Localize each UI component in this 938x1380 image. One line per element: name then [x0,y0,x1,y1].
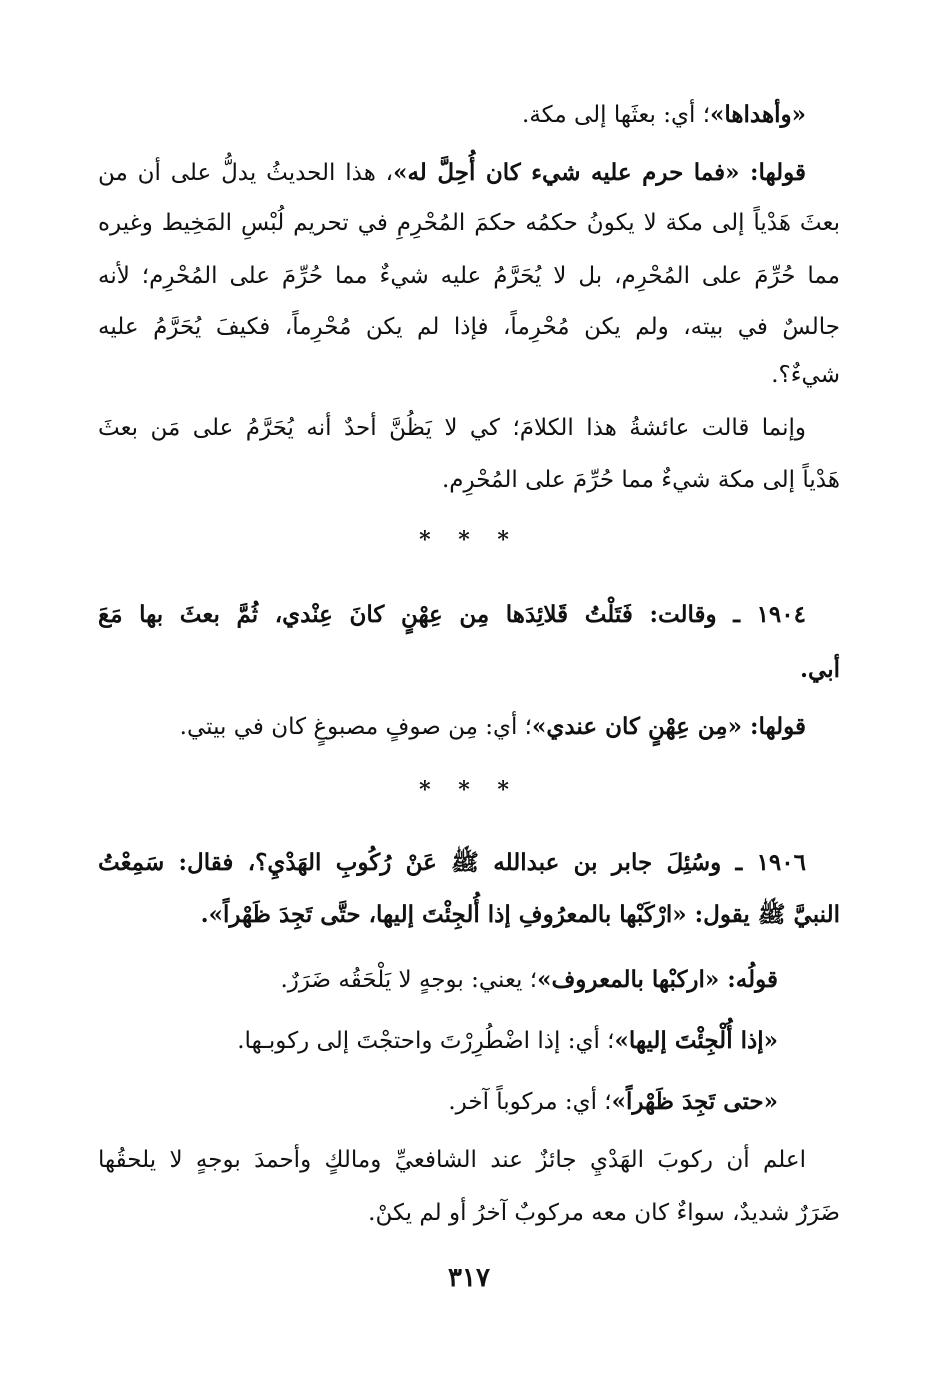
hadith-text: النبيَّ ﷺ يقول: «ارْكَبْها بالمعرُوفِ إذا أُلجِئْتَ إليها، حتَّى تَجِدَ ظَهْراً». [200,901,840,928]
hadith-text: ١٩٠٦ ـ وسُئِلَ جابر بن عبدالله ﷺ عَنْ رُكُوبِ الهَدْيِ؟، فقال: سَمِعْتُ [98,849,806,876]
explanation: ؛ أي: إذا اضْطُرِرْتَ واحتجْتَ إلى ركوبـها. [237,1028,615,1054]
text-line [98,955,778,1005]
text-line: جالسٌ في بيته، ولم يكن مُحْرِماً، فإذا لم يكن مُحْرِماً، فكيفَ يُحَرَّمُ عليه [98,314,840,340]
text-line: بعثَ هَدْياً إلى مكة لا يكونُ حكمُه حكمَ المُحْرِمِ في تحريم لُبْسِ المَخِيط وغيره [98,210,840,236]
section-separator: * * * [419,777,519,803]
explanation: ؛ أي: مِن صوفٍ مصبوغٍ كان في بيتي. [179,714,532,740]
explanation: ، هذا الحديثُ يدلُّ على أن من [98,160,394,186]
quoted-phrase: «وأهداها» [710,101,806,128]
text-line: اعلم أن ركوبَ الهَدْيِ جائزٌ عند الشافعيِّ ومالكٍ وأحمدَ بوجهٍ لا يلحقُها [98,1147,806,1173]
page-number: ٣١٧ [448,1263,490,1293]
explanation: ؛ يعني: بوجهٍ لا يَلْحَقُه ضَرَرٌ. [280,967,538,993]
text-line: هَدْياً إلى مكة شيءٌ مما حُرِّمَ على المُحْرِم. [441,467,840,493]
text-line [98,1016,778,1066]
text-line: ضَرَرٌ شديدٌ، سواءٌ كان معه مركوبٌ آخرُ أو لم يكنْ. [368,1200,840,1226]
text-line [98,90,806,140]
quoted-phrase: «حتى تَجِدَ ظَهْراً» [611,1088,778,1115]
hadith-text: أبي. [800,656,840,683]
explanation: ؛ أي: بعثَها إلى مكة. [522,102,711,128]
quoted-phrase: قولُه: «اركبْها بالمعروف» [537,966,778,993]
text-line: مما حُرِّمَ على المُحْرِم، بل لا يُحَرَّمُ عليه شيءٌ مما حُرِّمَ على المُحْرِم؛ لأنه [98,263,840,289]
text-line [98,702,806,752]
text-line [98,1077,778,1127]
text-line: وإنما قالت عائشةُ هذا الكلامَ؛ كي لا يَظُنَّ أحدٌ أنه يُحَرَّمُ على مَن بعثَ [98,415,806,441]
text-line [98,148,806,198]
section-separator: * * * [419,527,519,553]
hadith-text: ١٩٠٤ ـ وقالت: فَتَلْتُ قَلائِدَها مِن عِهْنٍ كانَ عِنْدي، ثُمَّ بعثَ بها مَعَ [98,601,806,628]
explanation: ؛ أي: مركوباً آخر. [448,1089,612,1115]
quoted-phrase: «إذا أُلْجِئْتَ إليها» [614,1027,778,1054]
text-line: شيءٌ؟. [771,362,840,388]
quoted-phrase: قولها: «فما حرم عليه شيء كان أُحِلَّ له» [393,159,806,186]
quoted-phrase: قولها: «مِن عِهْنٍ كان عندي» [531,713,806,740]
